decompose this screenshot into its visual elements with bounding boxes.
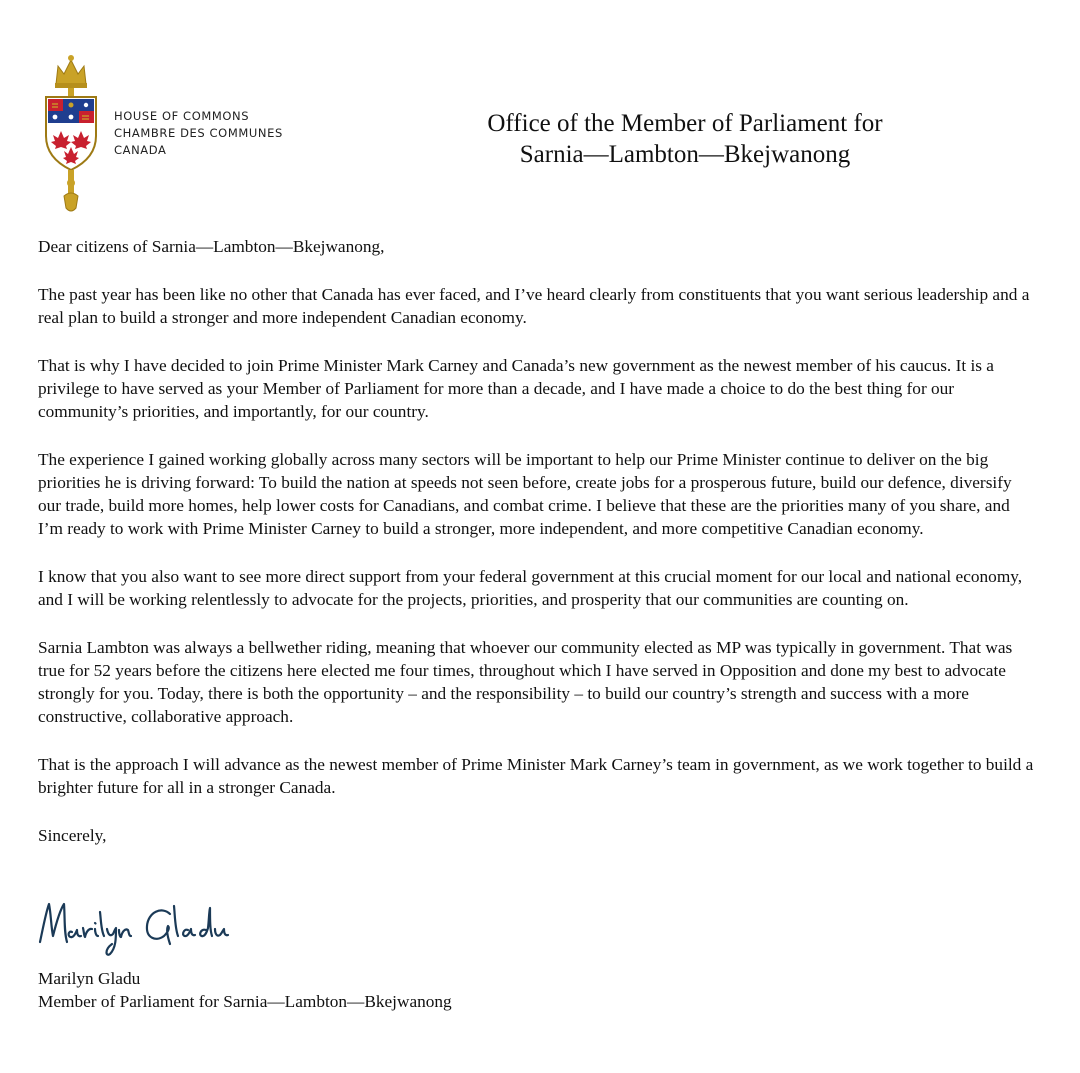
house-of-commons-crest (36, 50, 106, 216)
house-line-fr: CHAMBRE DES COMMUNES (114, 126, 283, 140)
handwritten-signature (34, 892, 299, 960)
paragraph-3: The experience I gained working globally across many sectors will be important to help our Prime Minister continue to deliver on the big priorities he is driving forward: To build the nation at speeds not seen before, create jobs for a prosperous future, build our defence, diversify our trade, build more homes, help lower costs for Canadians, and combat crime. I believe that these are the priorities many of you share, and I’m ready to work with Prime Minister Carney to build a stronger, more independent, and more competitive Canadian economy. (38, 450, 1012, 538)
paragraph-5: Sarnia Lambton was always a bellwether riding, meaning that whoever our community elected as MP was typically in government. That was true for 52 years before the citizens here elected me four times, throughout which I have served in Opposition and done my best to advocate strongly for you. Today, there is both the opportunity – and the responsibility – to build our country’s strength and success with a more constructive, collaborative approach. (38, 638, 1013, 726)
letterhead (0, 0, 1080, 230)
house-line-country: CANADA (114, 143, 167, 157)
office-title-line-1: Office of the Member of Parliament for (487, 110, 883, 137)
letter-body (38, 235, 1038, 847)
paragraph-6: That is the approach I will advance as the newest member of Prime Minister Mark Carney’s team in government, as we work together to build a brighter future for all in a stronger Canada. (38, 755, 1034, 797)
paragraph-2: That is why I have decided to join Prime Minister Mark Carney and Canada’s new government as the newest member of his caucus. It is a privilege to have served as your Member of Parliament for more than a decade, and I have made a choice to do the best thing for our community’s priorities, and importantly, for our country. (38, 356, 994, 421)
house-of-commons-wordmark (114, 108, 283, 159)
office-title-line-2: Sarnia—Lambton—Bkejwanong (519, 141, 851, 168)
paragraph-4: I know that you also want to see more direct support from your federal government at this crucial moment for our local and national economy, and I will be working relentlessly to advocate for the projects, priorities, and prosperity that our communities are counting on. (38, 567, 1023, 609)
signatory-name: Marilyn Gladu (38, 969, 141, 988)
signatory-title: Member of Parliament for Sarnia—Lambton—Bkejwanong (38, 992, 452, 1011)
house-line-en: HOUSE OF COMMONS (114, 109, 250, 123)
salutation: Dear citizens of Sarnia—Lambton—Bkejwanong, (38, 237, 385, 256)
closing: Sincerely, (38, 826, 107, 845)
office-title (380, 108, 990, 170)
paragraph-1: The past year has been like no other that Canada has ever faced, and I’ve heard clearly from constituents that you want serious leadership and a real plan to build a stronger and more independent Canadian economy. (38, 285, 1030, 327)
